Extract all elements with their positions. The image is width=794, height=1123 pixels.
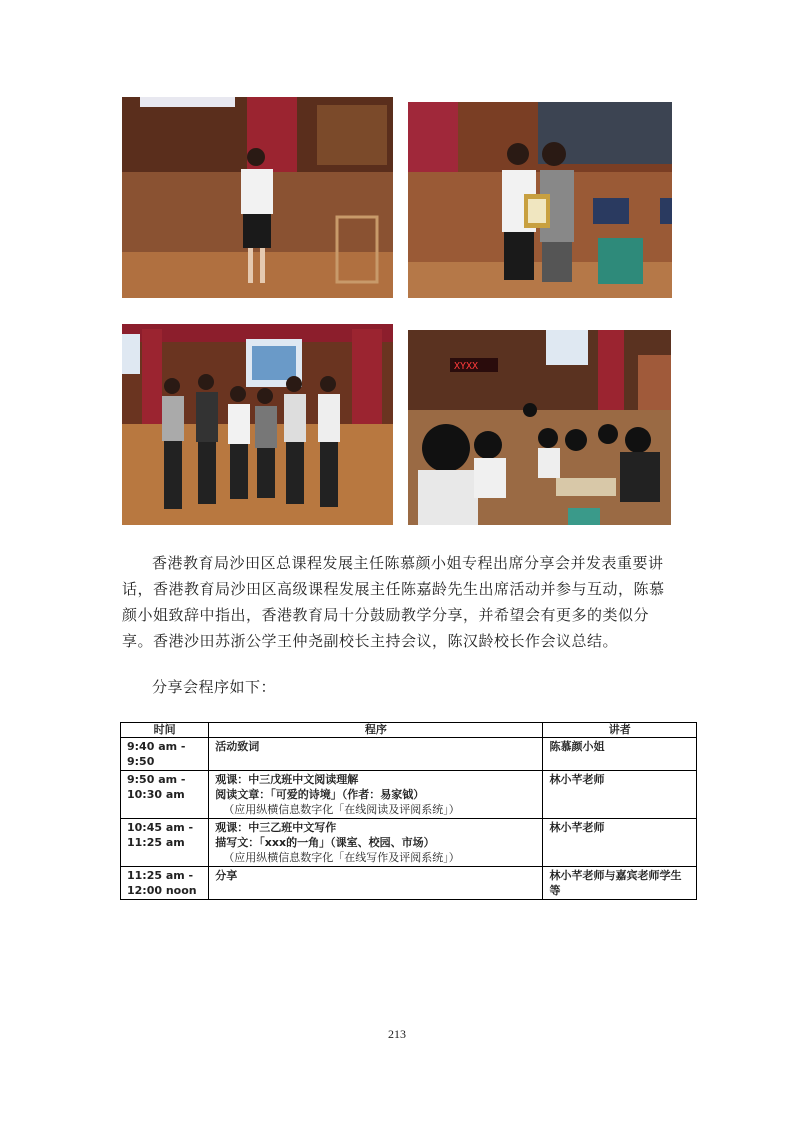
speaker-cell: 林小芊老师与嘉宾老师学生等	[543, 867, 697, 900]
table-row	[121, 771, 697, 819]
program-note: （应用纵横信息数字化「在线阅读及评阅系统」）	[223, 803, 460, 816]
speaker-cell: 陈慕颜小姐	[543, 738, 697, 771]
table-row	[121, 867, 697, 900]
photo-group-of-guests	[122, 324, 393, 525]
program-line: 分享	[215, 869, 238, 882]
time-cell: 9:40 am - 9:50	[121, 738, 209, 771]
time-cell: 9:50 am - 10:30 am	[121, 771, 209, 819]
speaker-cell: 林小芊老师	[543, 771, 697, 819]
program-cell	[209, 819, 543, 867]
program-cell	[209, 771, 543, 819]
program-line: 观课：中三乙班中文写作	[215, 821, 337, 834]
table-row	[121, 738, 697, 771]
photo-certificate-presentation	[408, 102, 672, 298]
svg-text:XYXX: XYXX	[454, 361, 479, 372]
speaker-cell: 林小芊老师	[543, 819, 697, 867]
time-cell: 10:45 am - 11:25 am	[121, 819, 209, 867]
program-note: （应用纵横信息数字化「在线写作及评阅系统」）	[223, 851, 460, 864]
table-header-row	[121, 723, 697, 738]
photo-speaker-at-podium	[122, 97, 393, 298]
photo-students-in-hall	[408, 330, 671, 525]
header-time: 时间	[121, 723, 209, 738]
table-row	[121, 819, 697, 867]
program-line: 阅读文章：「可爱的诗境」（作者：易家钺）	[215, 788, 425, 801]
page-number: 213	[388, 1027, 406, 1041]
header-speaker: 讲者	[543, 723, 697, 738]
program-line: 活动致词	[215, 740, 260, 753]
program-intro: 分享会程序如下：	[152, 678, 277, 696]
body-paragraph: 香港教育局沙田区总课程发展主任陈慕颜小姐专程出席分享会并发表重要讲话，香港教育局沙田区高级课程发展主任陈嘉龄先生出席活动并参与互动，陈慕颜小姐致辞中指出，香港教育局十分鼓励教学分享，并希望会有更多的类似分享。香港沙田苏浙公学王仲尧副校长主持会议，陈汉龄校长作会议总结。	[122, 554, 665, 650]
program-line: 观课：中三戊班中文阅读理解	[215, 773, 359, 786]
program-cell	[209, 738, 543, 771]
header-program: 程序	[209, 723, 543, 738]
time-cell: 11:25 am - 12:00 noon	[121, 867, 209, 900]
program-table	[120, 722, 697, 900]
program-cell	[209, 867, 543, 900]
program-line: 描写文：「xxx的一角」（课室、校园、市场）	[215, 836, 435, 849]
